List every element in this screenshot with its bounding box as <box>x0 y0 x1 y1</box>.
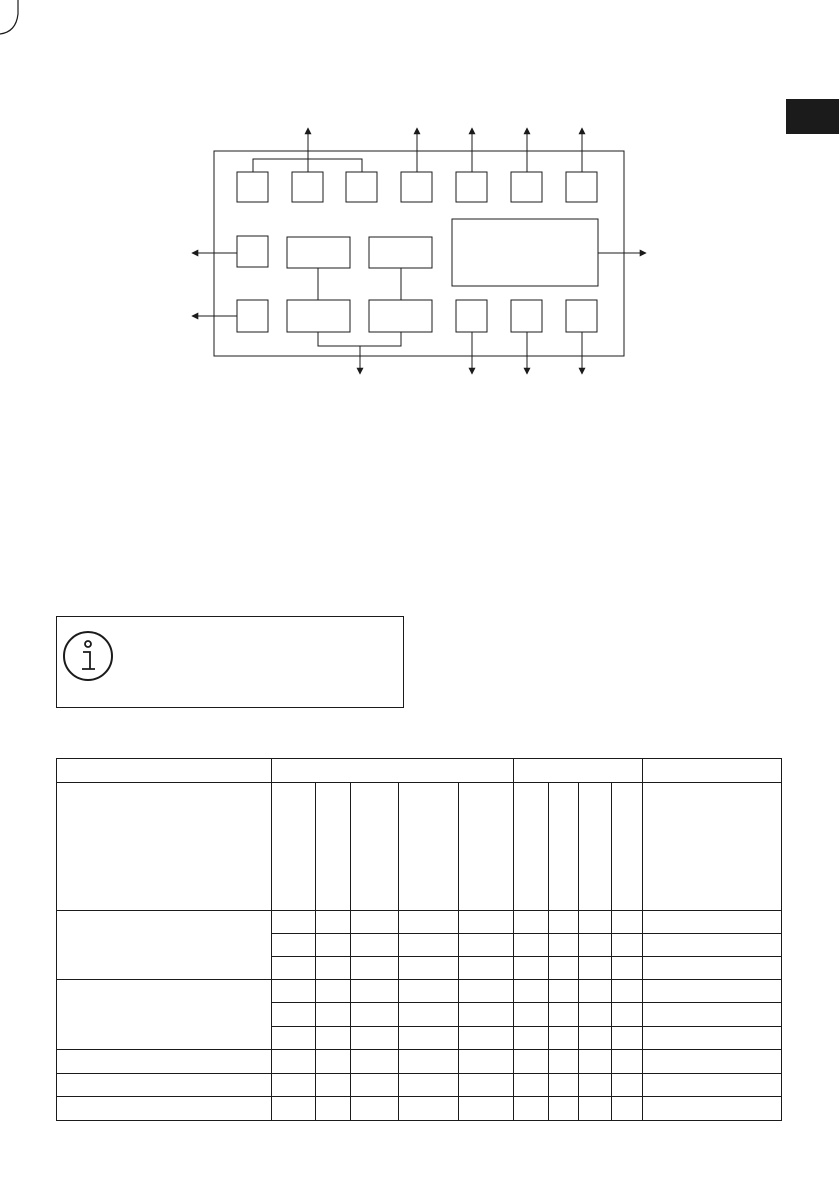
subheader-cell <box>459 783 514 911</box>
top-button-6 <box>511 172 542 202</box>
table-cell <box>399 1097 459 1121</box>
table-cell <box>316 1097 351 1121</box>
table-cell <box>514 1074 549 1097</box>
table-subheader-row <box>57 783 782 911</box>
table-cell <box>643 957 782 980</box>
table-cell <box>579 1027 612 1050</box>
table-cell <box>612 911 643 934</box>
subheader-cell <box>612 783 643 911</box>
table-cell <box>549 934 579 957</box>
table-cell <box>351 1027 399 1050</box>
subheader-cell <box>514 783 549 911</box>
table-cell <box>351 980 399 1003</box>
subheader-cell <box>399 783 459 911</box>
middle-box-2 <box>369 237 432 268</box>
header-cell <box>57 759 272 783</box>
table-cell <box>514 957 549 980</box>
table-cell <box>316 957 351 980</box>
bottom-button-left <box>237 300 268 332</box>
subheader-cell <box>351 783 399 911</box>
table-cell <box>549 957 579 980</box>
table-cell <box>316 1074 351 1097</box>
header-cell <box>643 759 782 783</box>
table-cell <box>351 957 399 980</box>
top-button-1 <box>237 172 268 202</box>
table-cell <box>399 1050 459 1074</box>
table-cell <box>549 1003 579 1027</box>
row-label-cell <box>57 1050 272 1074</box>
table-cell <box>399 957 459 980</box>
table-cell <box>459 1027 514 1050</box>
table-cell <box>316 1050 351 1074</box>
table-cell <box>549 980 579 1003</box>
bottom-box-1 <box>287 300 350 332</box>
row-label-cell <box>57 911 272 980</box>
table-cell <box>272 1074 316 1097</box>
row-label-cell <box>57 980 272 1050</box>
table-cell <box>612 957 643 980</box>
table-cell <box>459 1003 514 1027</box>
header-group-cell <box>514 759 643 783</box>
table-cell <box>399 934 459 957</box>
table-cell <box>459 980 514 1003</box>
table-cell <box>399 1003 459 1027</box>
top-button-2 <box>292 172 323 202</box>
table-cell <box>351 1050 399 1074</box>
table-cell <box>579 1074 612 1097</box>
table-cell <box>272 1003 316 1027</box>
top-button-5 <box>456 172 487 202</box>
table-cell <box>514 1050 549 1074</box>
table-cell <box>316 934 351 957</box>
table-cell <box>272 1027 316 1050</box>
subheader-cell <box>643 783 782 911</box>
table-cell <box>549 1027 579 1050</box>
subheader-cell <box>316 783 351 911</box>
table-cell <box>459 934 514 957</box>
table-cell <box>272 1050 316 1074</box>
table-cell <box>643 911 782 934</box>
middle-button-left <box>237 236 268 267</box>
top-button-4 <box>401 172 432 202</box>
table-cell <box>399 1074 459 1097</box>
table-row <box>57 980 782 1003</box>
table-cell <box>351 934 399 957</box>
table-cell <box>316 1003 351 1027</box>
top-button-7 <box>566 172 597 202</box>
table-cell <box>643 1097 782 1121</box>
table-cell <box>579 911 612 934</box>
table-cell <box>643 1003 782 1027</box>
table-cell <box>272 934 316 957</box>
display-panel <box>452 219 598 286</box>
table-cell <box>643 980 782 1003</box>
table-cell <box>272 980 316 1003</box>
bottom-button-3 <box>566 300 597 332</box>
header-group-cell <box>272 759 514 783</box>
table-cell <box>459 1050 514 1074</box>
table-cell <box>612 1003 643 1027</box>
table-cell <box>399 980 459 1003</box>
table-cell <box>579 1050 612 1074</box>
table-cell <box>549 1097 579 1121</box>
table-cell <box>579 980 612 1003</box>
middle-box-1 <box>287 237 350 268</box>
table-cell <box>459 1074 514 1097</box>
table-cell <box>514 1003 549 1027</box>
table-cell <box>514 1097 549 1121</box>
info-icon <box>61 629 115 683</box>
table-cell <box>459 957 514 980</box>
bottom-button-1 <box>456 300 487 332</box>
subheader-cell <box>57 783 272 911</box>
table-cell <box>316 1027 351 1050</box>
table-cell <box>579 934 612 957</box>
subheader-cell <box>272 783 316 911</box>
table-cell <box>549 1074 579 1097</box>
device-housing <box>214 151 624 356</box>
row-label-cell <box>57 1097 272 1121</box>
table-cell <box>643 1027 782 1050</box>
top-button-3 <box>346 172 377 202</box>
info-note <box>56 616 404 708</box>
table-cell <box>272 957 316 980</box>
spec-table <box>56 758 782 1121</box>
table-cell <box>351 911 399 934</box>
table-cell <box>351 1097 399 1121</box>
table-cell <box>272 1097 316 1121</box>
table-cell <box>316 911 351 934</box>
table-header-row <box>57 759 782 783</box>
table-cell <box>643 1074 782 1097</box>
bottom-box-2 <box>369 300 432 332</box>
table-cell <box>643 1050 782 1074</box>
table-row <box>57 1074 782 1097</box>
table-cell <box>459 911 514 934</box>
table-cell <box>612 1050 643 1074</box>
table-cell <box>459 1097 514 1121</box>
table-cell <box>579 957 612 980</box>
table-cell <box>612 1097 643 1121</box>
table-cell <box>612 934 643 957</box>
bottom-button-2 <box>511 300 542 332</box>
table-cell <box>612 1074 643 1097</box>
table-cell <box>514 1027 549 1050</box>
table-cell <box>514 934 549 957</box>
table-cell <box>643 934 782 957</box>
table-row <box>57 1050 782 1074</box>
table-cell <box>399 911 459 934</box>
table-cell <box>351 1074 399 1097</box>
device-diagram <box>0 0 839 400</box>
subheader-cell <box>579 783 612 911</box>
table-row <box>57 911 782 934</box>
table-row <box>57 1097 782 1121</box>
table-cell <box>612 1027 643 1050</box>
table-cell <box>579 1097 612 1121</box>
table-cell <box>514 980 549 1003</box>
table-cell <box>272 911 316 934</box>
table-cell <box>612 980 643 1003</box>
table-cell <box>351 1003 399 1027</box>
table-cell <box>549 1050 579 1074</box>
row-label-cell <box>57 1074 272 1097</box>
table-cell <box>514 911 549 934</box>
subheader-cell <box>549 783 579 911</box>
table-cell <box>579 1003 612 1027</box>
table-cell <box>316 980 351 1003</box>
table-cell <box>399 1027 459 1050</box>
table-cell <box>549 911 579 934</box>
